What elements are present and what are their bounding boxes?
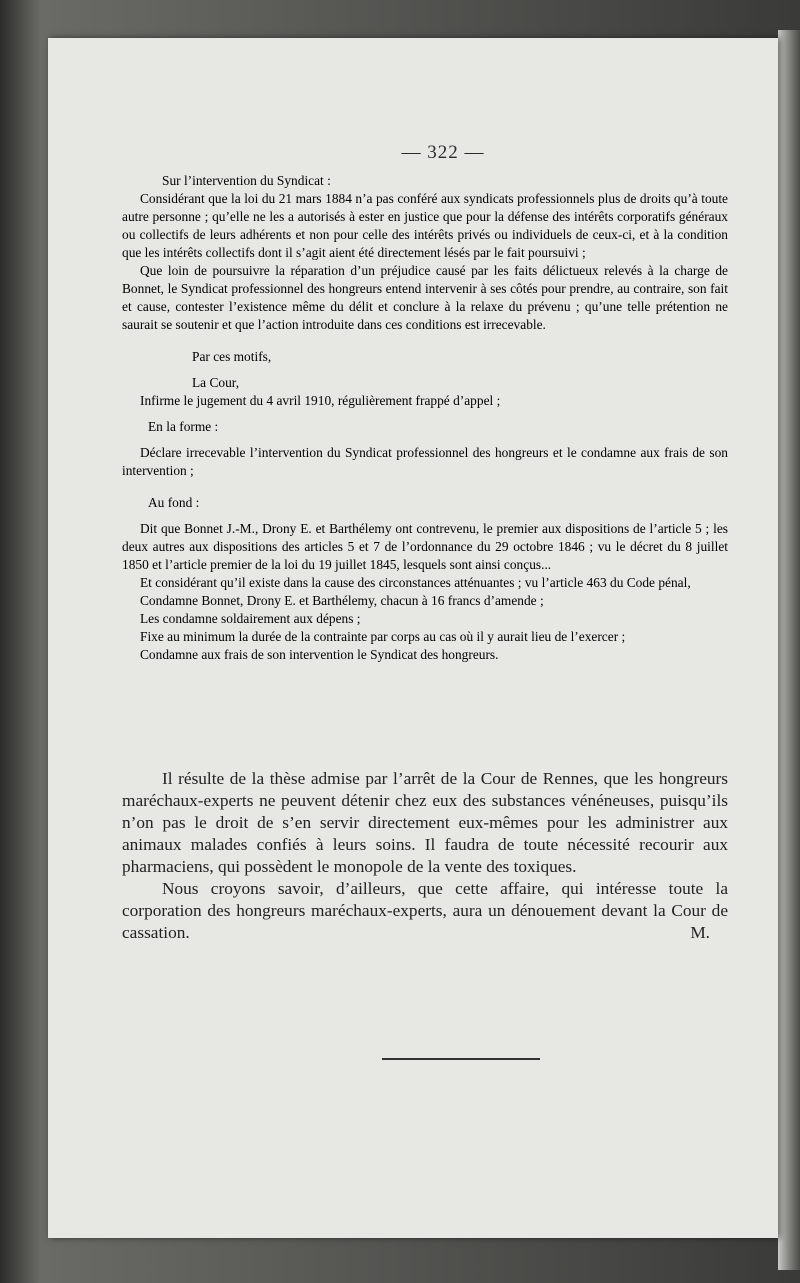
fixe-paragraph: Fixe au minimum la durée de la contrainte par corps au cas où il y aurait lieu de l’exercer ;	[140, 629, 626, 644]
en-la-forme: En la forme :	[148, 419, 219, 434]
commentary-paragraph-2-text: Nous croyons savoir, d’ailleurs, que cette affaire, qui intéresse toute la corporation des hongreurs maréchaux-experts, aura un dénouement devant la Cour de cassation.	[122, 879, 728, 942]
page-number: — 322 —	[401, 142, 485, 163]
ruling-text	[122, 172, 728, 664]
condamne-bonnet-paragraph: Condamne Bonnet, Drony E. et Barthélemy, chacun à 16 francs d’amende ;	[140, 593, 544, 608]
syndicat-heading: Sur l’intervention du Syndicat :	[162, 173, 331, 188]
les-condamne-paragraph: Les condamne soldairement aux dépens ;	[140, 611, 361, 626]
commentary	[122, 768, 728, 944]
condamne-syndicat-paragraph: Condamne aux frais de son intervention le Syndicat des hongreurs.	[140, 647, 499, 662]
dit-que-paragraph: Dit que Bonnet J.-M., Drony E. et Barthélemy ont contrevenu, le premier aux dispositions de l’article 5 ; les deux autres aux dispositions des articles 5 et 7 de l’ordonnance du 29 octobre 1846 ; vu le décret du 8 juillet 1850 et l’article premier de la loi du 19 juillet 1845, lesquels sont ainsi conçus...	[122, 521, 728, 572]
par-ces-motifs: Par ces motifs,	[192, 349, 272, 364]
closing-rule	[382, 1058, 540, 1060]
commentary-paragraph-2	[122, 878, 728, 944]
page-edge	[778, 30, 800, 1270]
commentary-paragraph-1: Il résulte de la thèse admise par l’arrêt de la Cour de Rennes, que les hongreurs maréchaux-experts ne peuvent détenir chez eux des substances vénéneuses, puisqu’ils n’on pas le droit de s’en servir directement eux-mêmes pour les administrer aux animaux malades confiés à leurs soins. Il faudra de toute nécessité recourir aux pharmaciens, qui possèdent le monopole de la vente des toxiques.	[122, 769, 728, 876]
considerant-paragraph-2: Que loin de poursuivre la réparation d’un préjudice causé par les faits délictueux relevés à la charge de Bonnet, le Syndicat professionnel des hongreurs entend intervenir à ses côtés pour prendre, au contraire, son fait et cause, contester l’existence même du délit et conclure à la relaxe du prévenu ; qu’une telle prétention ne saurait se soutenir et que l’action introduite dans ces conditions est irrecevable.	[122, 263, 728, 332]
et-considerant-paragraph: Et considérant qu’il existe dans la cause des circonstances atténuantes ; vu l’article 463 du Code pénal,	[140, 575, 691, 590]
declare-paragraph: Déclare irrecevable l’intervention du Syndicat professionnel des hongreurs et le condamne aux frais de son intervention ;	[122, 445, 728, 478]
au-fond: Au fond :	[148, 495, 200, 510]
infirme-paragraph: Infirme le jugement du 4 avril 1910, régulièrement frappé d’appel ;	[140, 393, 501, 408]
la-cour: La Cour,	[192, 375, 240, 390]
considerant-paragraph-1: Considérant que la loi du 21 mars 1884 n’a pas conféré aux syndicats professionnels plus de droits qu’à toute autre personne ; qu’elle ne les a autorisés à ester en justice que pour la défense des intérêts corporatifs généraux ou collectifs de leurs adhérents et non pour celle des intérêts privés ou individuels de ceux-ci, et à la condition que les intérêts collectifs dont il s’agit aient été directement lésés par le fait poursuivi ;	[122, 191, 728, 260]
signature: M.	[690, 923, 710, 942]
